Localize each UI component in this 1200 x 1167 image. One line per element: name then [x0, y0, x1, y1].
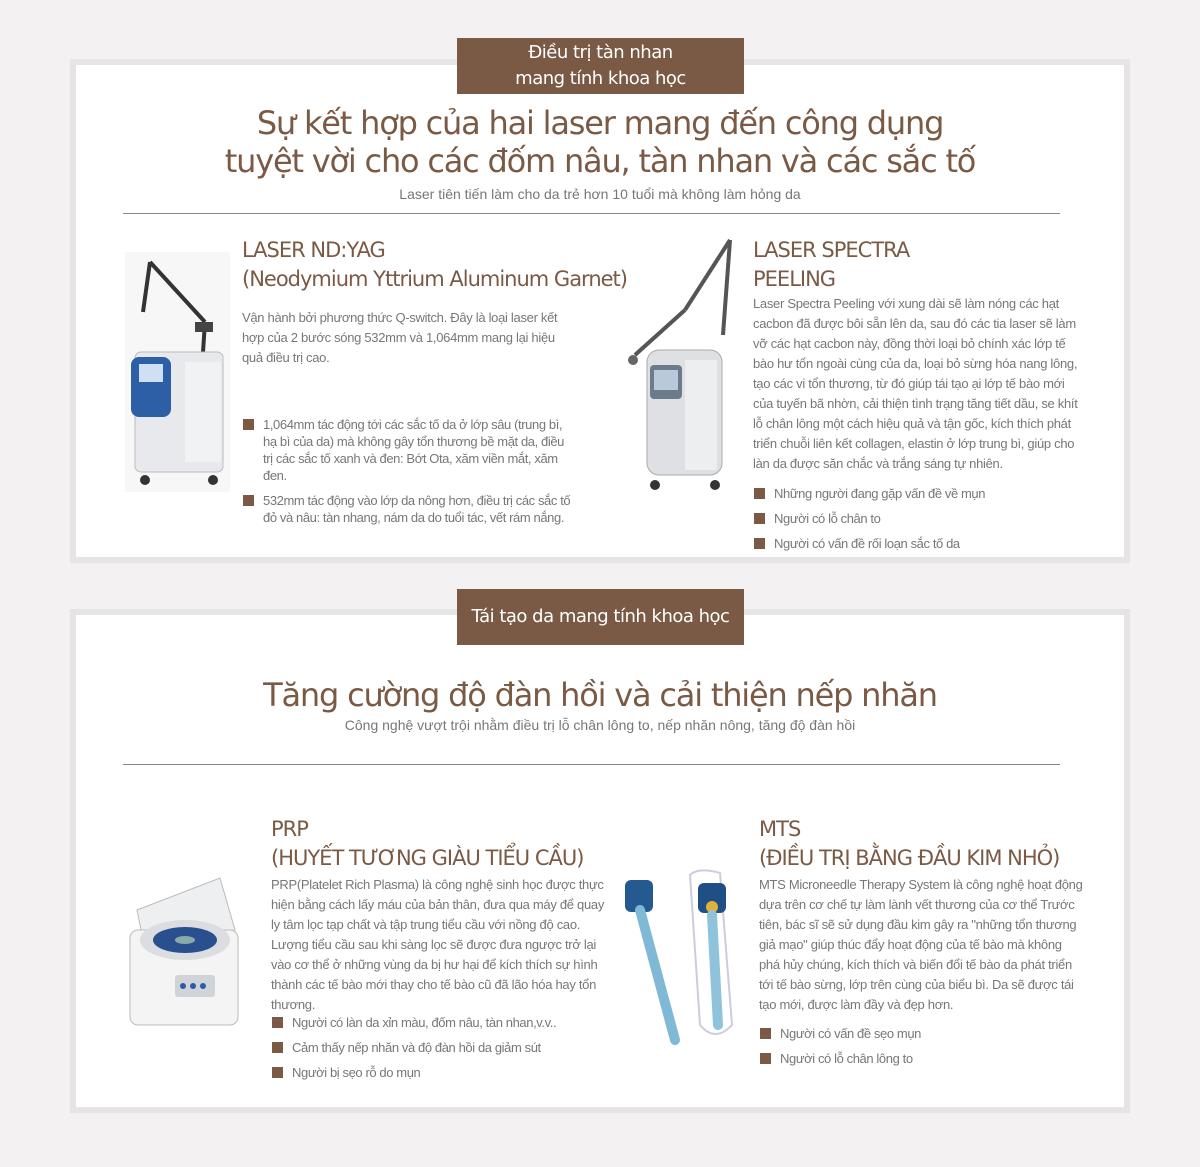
bullet-text: Người có vấn đề sẹo mụn [780, 1026, 921, 1041]
bullet-list-spectra [754, 481, 1074, 556]
list-item [272, 1035, 602, 1060]
list-item [754, 506, 1074, 531]
section-subtitle-rejuvenation: Công nghệ vượt trội nhằm điều trị lỗ chân lông to, nếp nhăn nông, tăng độ đàn hồi [344, 717, 856, 733]
product-description-prp: PRP(Platelet Rich Plasma) là công nghệ sinh học được thực hiện bằng cách lấy máu của bản thân, đưa qua máy để quay ly tâm lọc tạp chất và tập trung tiểu cầu với nồng độ cao. Lượng tiểu cầu sau khi sàng lọc sẽ được đưa ngược trở lại vào cơ thể ở những vùng da bị hư hại để kích thích sự hình thành các tế bào mới thay cho tế bào cũ đã lão hóa hay tổn thương. [271, 877, 605, 1012]
bullet-list-prp [272, 1010, 602, 1085]
product-title-prp [271, 815, 583, 873]
product-title-line: MTS [759, 817, 801, 841]
bullet-square [243, 419, 254, 430]
section-tag-rejuvenation: Tái tạo da mang tính khoa học [457, 589, 744, 645]
product-description-spectra: Laser Spectra Peeling với xung dài sẽ làm nóng các hạt cacbon đã được bôi sẵn lên da, sau đó các tia laser sẽ làm vỡ các hạt cacbon này, đồng thời loại bỏ chính xác lớp tế bào hư tổn ngoài cùng của da, loại bỏ sừng hóa nang lông, tạo các vi tổn thương, từ đó giúp tái tạo ại lớp tế bào mới của tuyến bã nhờn, cải thiện tình trạng tăng tiết dầu, se khít lỗ chân lông một cách hiệu quả và tận gốc, kích thích phát triển chuỗi liên kết collagen, elastin ở lớp trung bì, giúp cho làn da được săn chắc và trắng sáng tự nhiên. [753, 296, 1078, 471]
tag-line-2: mang tính khoa học [515, 68, 686, 89]
list-item [754, 531, 1074, 556]
microneedle-rollers-image [620, 865, 750, 1045]
bullet-square [272, 1042, 283, 1053]
product-description-mts: MTS Microneedle Therapy System là công nghệ hoạt động dựa trên cơ chế tự làm lành vết thương của cơ thể Trước tiên, bác sĩ sẽ sử dụng đầu kim gây ra "những tổn thương giả mạo" giúp thúc đẩy hoạt động của tế bào mà không phá hủy chúng, kích thích và biến đổi tế bào da phát triển tới tế bào sừng, lớp trên cùng của biểu bì. Da sẽ được tái tạo mới, được làm đầy và đẹp hơn. [759, 877, 1083, 1012]
bullet-square [754, 538, 765, 549]
product-title-line: (Neodymium Yttrium Aluminum Garnet) [242, 267, 627, 291]
divider [123, 213, 1060, 214]
divider [123, 764, 1060, 765]
list-item [243, 416, 573, 484]
product-title-spectra [753, 236, 909, 294]
bullet-square [754, 488, 765, 499]
product-title-mts [759, 815, 1059, 873]
bullet-square [754, 513, 765, 524]
product-title-line: (HUYẾT TƯƠNG GIÀU TIỂU CẦU) [271, 846, 584, 870]
bullet-square [760, 1028, 771, 1039]
centrifuge-machine-image [125, 870, 245, 1030]
list-item [272, 1060, 602, 1085]
headline-line-2: tuyệt vời cho các đốm nâu, tàn nhan và các sắc tố [224, 142, 976, 180]
spectra-laser-machine-image [625, 235, 740, 493]
bullet-text: Cảm thấy nếp nhăn và độ đàn hồi da giảm sút [292, 1040, 541, 1055]
bullet-text: Người có vấn đề rối loạn sắc tố da [774, 536, 960, 551]
section-headline-freckles [0, 104, 1200, 180]
product-title-line: PRP [271, 817, 308, 841]
tag-line-1: Điều trị tàn nhan [528, 42, 673, 63]
section-subtitle-freckles: Laser tiên tiến làm cho da trẻ hơn 10 tuổi mà không làm hỏng da [399, 186, 801, 202]
list-item [243, 492, 573, 526]
product-title-line: LASER ND:YAG [242, 238, 385, 262]
list-item [754, 481, 1074, 506]
section-headline-rejuvenation: Tăng cường độ đàn hồi và cải thiện nếp nhăn [263, 676, 937, 714]
bullet-text: 1,064mm tác động tới các sắc tố da ở lớp sâu (trung bì, hạ bì của da) mà không gây tổn thương bề mặt da, điều trị các sắc tố xanh và đen: Bớt Ota, xăm viền mắt, xăm đen. [263, 417, 565, 483]
bullet-text: Người có lỗ chân to [774, 511, 881, 526]
product-title-line: (ĐIỀU TRỊ BẰNG ĐẦU KIM NHỎ) [759, 846, 1060, 870]
product-title-line: LASER SPECTRA [753, 238, 910, 262]
bullet-list-mts [760, 1021, 1080, 1071]
bullet-square [243, 495, 254, 506]
bullet-list-ndyag [243, 416, 573, 526]
bullet-text: 532mm tác động vào lớp da nông hơn, điều trị các sắc tố đỏ và nâu: tàn nhang, nám da do tuổi tác, vết rám nắng. [263, 493, 571, 525]
product-description-ndyag: Vận hành bởi phương thức Q-switch. Đây là loại laser kết hợp của 2 bước sóng 532mm và 1,064mm mang lại hiệu quả điều trị cao. [242, 310, 558, 365]
bullet-square [272, 1067, 283, 1078]
bullet-text: Người có làn da xỉn màu, đốm nâu, tàn nhan,v.v.. [292, 1015, 557, 1030]
list-item [272, 1010, 602, 1035]
bullet-square [272, 1017, 283, 1028]
product-title-line: PEELING [753, 267, 836, 291]
list-item [760, 1021, 1080, 1046]
headline-line-1: Sự kết hợp của hai laser mang đến công dụng [256, 104, 944, 142]
list-item [760, 1046, 1080, 1071]
ndyag-laser-machine-image [125, 252, 230, 492]
bullet-text: Những người đang gặp vấn đề về mụn [774, 486, 986, 501]
bullet-text: Người bị sẹo rỗ do mụn [292, 1065, 421, 1080]
bullet-text: Người có lỗ chân lông to [780, 1051, 913, 1066]
bullet-square [760, 1053, 771, 1064]
product-title-ndyag [242, 236, 627, 294]
section-tag-freckles [457, 38, 744, 94]
